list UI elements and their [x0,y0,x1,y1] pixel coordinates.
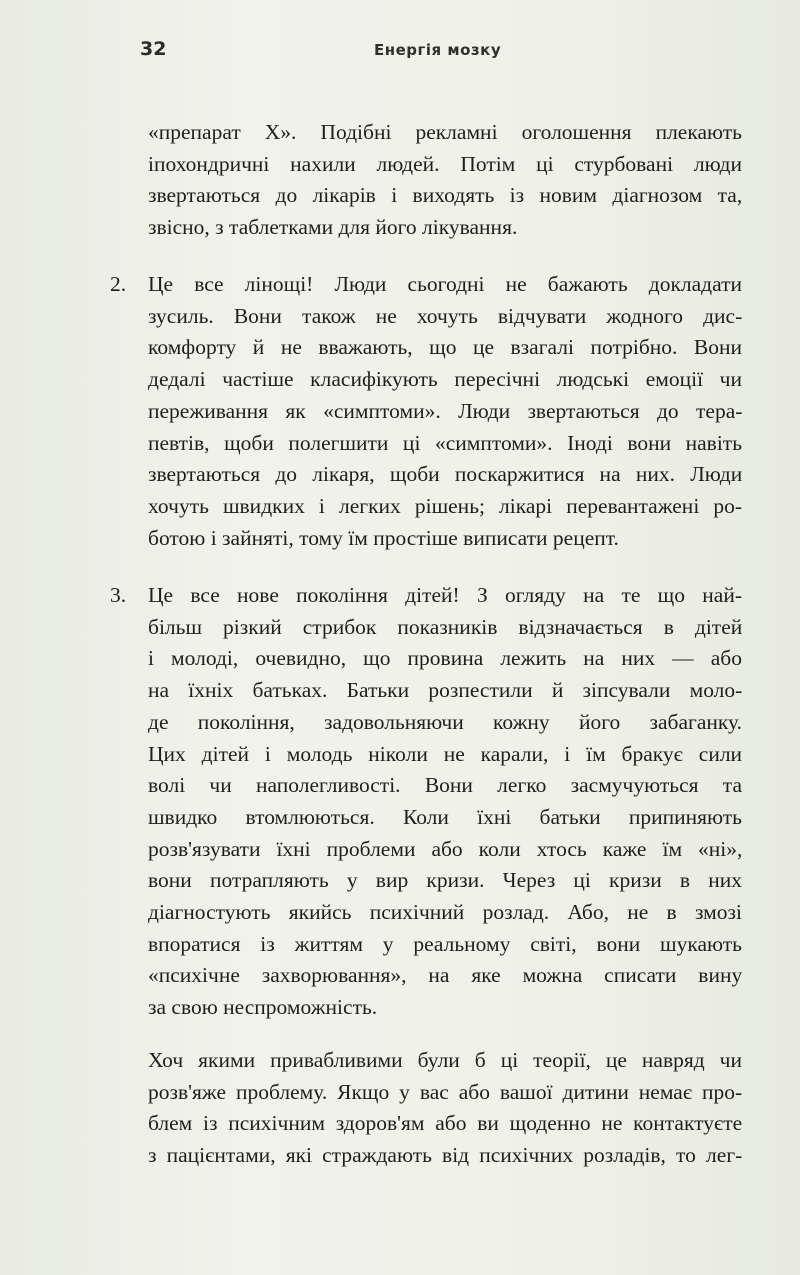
text-line: вони потрапляють у вир кризи. Через ці кризи в них [148,868,742,893]
text-line: і молоді, очевидно, що провина лежить на них — або [148,646,742,671]
text-line: іпохондричні нахили людей. Потім ці стурбовані люди [148,151,742,176]
text-line: переживання як «симптоми». Люди звертаються до тера- [148,398,743,423]
text-line: на їхніх батьках. Батьки розпестили й зіпсували моло- [148,678,743,703]
text-line: де покоління, задовольняючи кожну його забаганку. [148,709,742,734]
text-line: Це все нове покоління дітей! З огляду на те що най- [148,583,742,607]
list-number: 2. [110,272,127,296]
text-line: Це все лінощі! Люди сьогодні не бажають докладати [148,272,742,296]
text-line: впоратися із життям у реальному світі, вони шукають [148,931,742,956]
text-line: хочуть швидких і легких рішень; лікарі перевантажені ро- [148,493,743,518]
text-line: звертаються до лікарів і виходять із новим діагнозом та, [148,183,743,208]
text-line: блем із психічним здоров'ям або ви щоденно не контактуєте [148,1111,743,1136]
list-number: 3. [110,583,127,607]
text-line: дедалі частіше класифікують пересічні людські емоції чи [148,367,742,392]
text-line: «препарат X». Подібні рекламні оголошення плекають [148,120,742,144]
final-paragraph [148,1045,742,1172]
text-line: розв'яже проблему. Якщо у вас або вашої дитини немає про- [148,1079,743,1104]
text-line: швидко втомлюються. Коли їхні батьки припиняють [148,804,742,829]
text-line: комфорту й не вважають, що це взагалі потрібно. Вони [148,335,742,360]
text-line: звісно, з таблетками для його лікування. [148,215,518,240]
list-item-text [148,269,742,554]
text-line: діагностують якийсь психічний розлад. Або, не в змозі [148,900,742,925]
text-line: більш різкий стрибок показників відзначається в дітей [148,614,743,639]
text-line: Цих дітей і молодь ніколи не карали, і їм бракує сили [148,741,743,766]
running-title: Енергія мозку [374,41,502,59]
text-line: зусиль. Вони також не хочуть відчувати жодного дис- [148,303,743,328]
text-line: ботою і зайняті, тому їм простіше виписати рецепт. [148,525,619,550]
list-item-text [148,580,742,1024]
text-line: розв'язувати їхні проблеми або коли хтось каже їм «ні», [148,836,743,861]
text-line: з пацієнтами, які страждають від психічних розладів, то лег- [148,1143,743,1168]
page-number: 32 [140,38,167,60]
continuation-paragraph [148,117,742,244]
text-line: звертаються до лікаря, щоби поскаржитися на них. Люди [148,462,743,487]
text-line: за свою неспроможність. [148,995,378,1020]
text-line: волі чи наполегливості. Вони легко засмучуються та [148,773,742,798]
text-line: Хоч якими привабливими були б ці теорії, це навряд чи [148,1048,742,1072]
text-line: «психічне захворювання», на яке можна списати вину [148,963,743,988]
running-header [140,38,740,68]
text-line: певтів, щоби полегшити ці «симптоми». Іноді вони навіть [148,430,742,455]
